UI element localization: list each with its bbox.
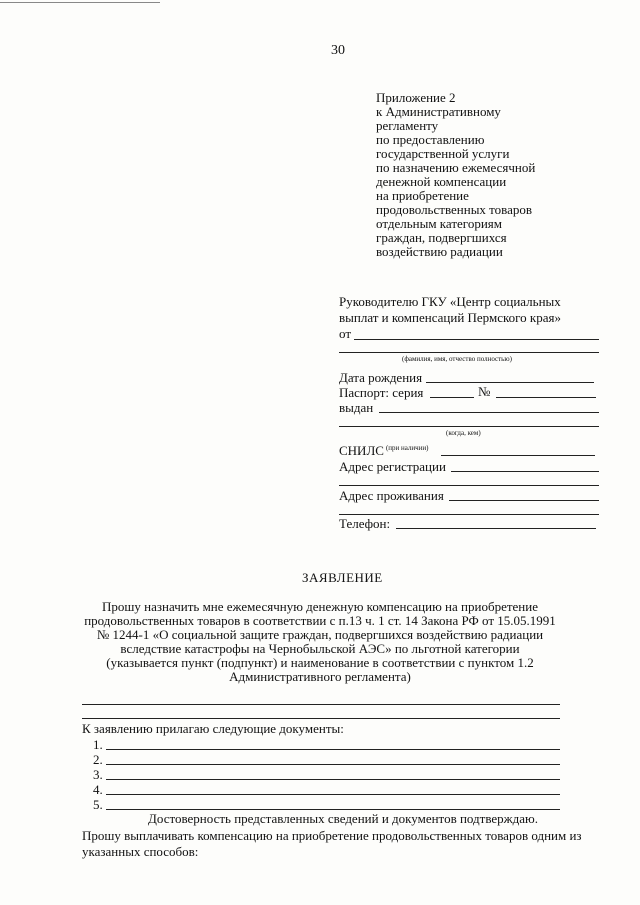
statement-body: [80, 600, 560, 684]
category-field[interactable]: [82, 704, 560, 705]
passport-series-field[interactable]: [430, 397, 474, 398]
from-label: от: [339, 326, 352, 341]
appendix-line: государственной услуги: [376, 146, 510, 161]
appendix-line: регламенту: [376, 118, 439, 133]
phone-label: Телефон:: [339, 516, 391, 531]
appendix-line: по назначению ежемесячной: [376, 160, 536, 175]
attachment-field[interactable]: [106, 764, 560, 765]
statement-line: вследствие катастрофы на Чернобыльской АЭС» по льготной категории: [120, 641, 520, 656]
confirmation-text: Достоверность представленных сведений и документов подтверждаю.: [148, 811, 538, 826]
registration-address-field-continued[interactable]: [339, 485, 599, 486]
appendix-line: граждан, подвергшихся: [376, 230, 507, 245]
residence-address-label: Адрес проживания: [339, 488, 444, 503]
snils-label: [339, 444, 429, 458]
statement-line: Административного регламента): [229, 669, 411, 684]
registration-address-field[interactable]: [451, 471, 599, 472]
statement-line: продовольственных товаров в соответствии с п.13 ч. 1 ст. 14 Закона РФ от 15.05.1991: [84, 613, 556, 628]
appendix-line: Приложение 2: [376, 90, 456, 105]
attachment-number: 1.: [93, 737, 103, 752]
attachment-field[interactable]: [106, 809, 560, 810]
appendix-line: к Административному: [376, 104, 501, 119]
appendix-line: отдельным категориям: [376, 216, 502, 231]
appendix-block: [376, 91, 535, 259]
addressee-line-1: Руководителю ГКУ «Центр социальных: [339, 294, 561, 309]
statement-line: Прошу назначить мне ежемесячную денежную компенсацию на приобретение: [102, 599, 538, 614]
attachment-number: 4.: [93, 782, 103, 797]
issued-field-continued[interactable]: [339, 426, 599, 427]
attachment-field[interactable]: [106, 794, 560, 795]
from-name-field[interactable]: [354, 339, 599, 340]
attachment-number: 5.: [93, 797, 103, 812]
snils-label-text: СНИЛС: [339, 443, 384, 458]
appendix-line: по предоставлению: [376, 132, 485, 147]
attachment-field[interactable]: [106, 749, 560, 750]
issued-hint: (когда, кем): [446, 429, 481, 437]
birth-date-label: Дата рождения: [339, 370, 423, 385]
passport-number-field[interactable]: [496, 397, 596, 398]
residence-address-field[interactable]: [449, 500, 599, 501]
phone-field[interactable]: [396, 528, 596, 529]
snils-hint: (при наличии): [385, 444, 429, 452]
passport-number-sign: №: [478, 384, 491, 399]
appendix-line: воздействию радиации: [376, 244, 503, 259]
attachment-field[interactable]: [106, 779, 560, 780]
snils-field[interactable]: [441, 455, 595, 456]
addressee-line-2: выплат и компенсаций Пермского края»: [339, 310, 561, 325]
attachment-number: 2.: [93, 752, 103, 767]
appendix-line: на приобретение: [376, 188, 469, 203]
name-hint: (фамилия, имя, отчество полностью): [402, 355, 512, 363]
residence-address-field-continued[interactable]: [339, 514, 599, 515]
page-number: 30: [331, 43, 345, 58]
name-field-continued[interactable]: [339, 352, 599, 353]
issued-field[interactable]: [379, 412, 599, 413]
payment-text-line-2: указанных способов:: [82, 844, 199, 859]
payment-text-line-1: Прошу выплачивать компенсацию на приобретение продовольственных товаров одним из: [82, 828, 582, 843]
attachments-label: К заявлению прилагаю следующие документы:: [82, 721, 344, 736]
issued-label: выдан: [339, 400, 374, 415]
appendix-line: денежной компенсации: [376, 174, 507, 189]
statement-line: (указывается пункт (подпункт) и наименование в соответствии с пунктом 1.2: [106, 655, 534, 670]
registration-address-label: Адрес регистрации: [339, 459, 446, 474]
statement-line: № 1244-1 «О социальной защите граждан, подвергшихся воздействию радиации: [96, 627, 544, 642]
statement-title: ЗАЯВЛЕНИЕ: [302, 570, 383, 585]
attachment-number: 3.: [93, 767, 103, 782]
scan-edge-line: [0, 2, 160, 3]
appendix-line: продовольственных товаров: [376, 202, 533, 217]
birth-date-field[interactable]: [426, 382, 594, 383]
category-field-continued[interactable]: [82, 718, 560, 719]
passport-series-label: Паспорт: серия: [339, 385, 424, 400]
